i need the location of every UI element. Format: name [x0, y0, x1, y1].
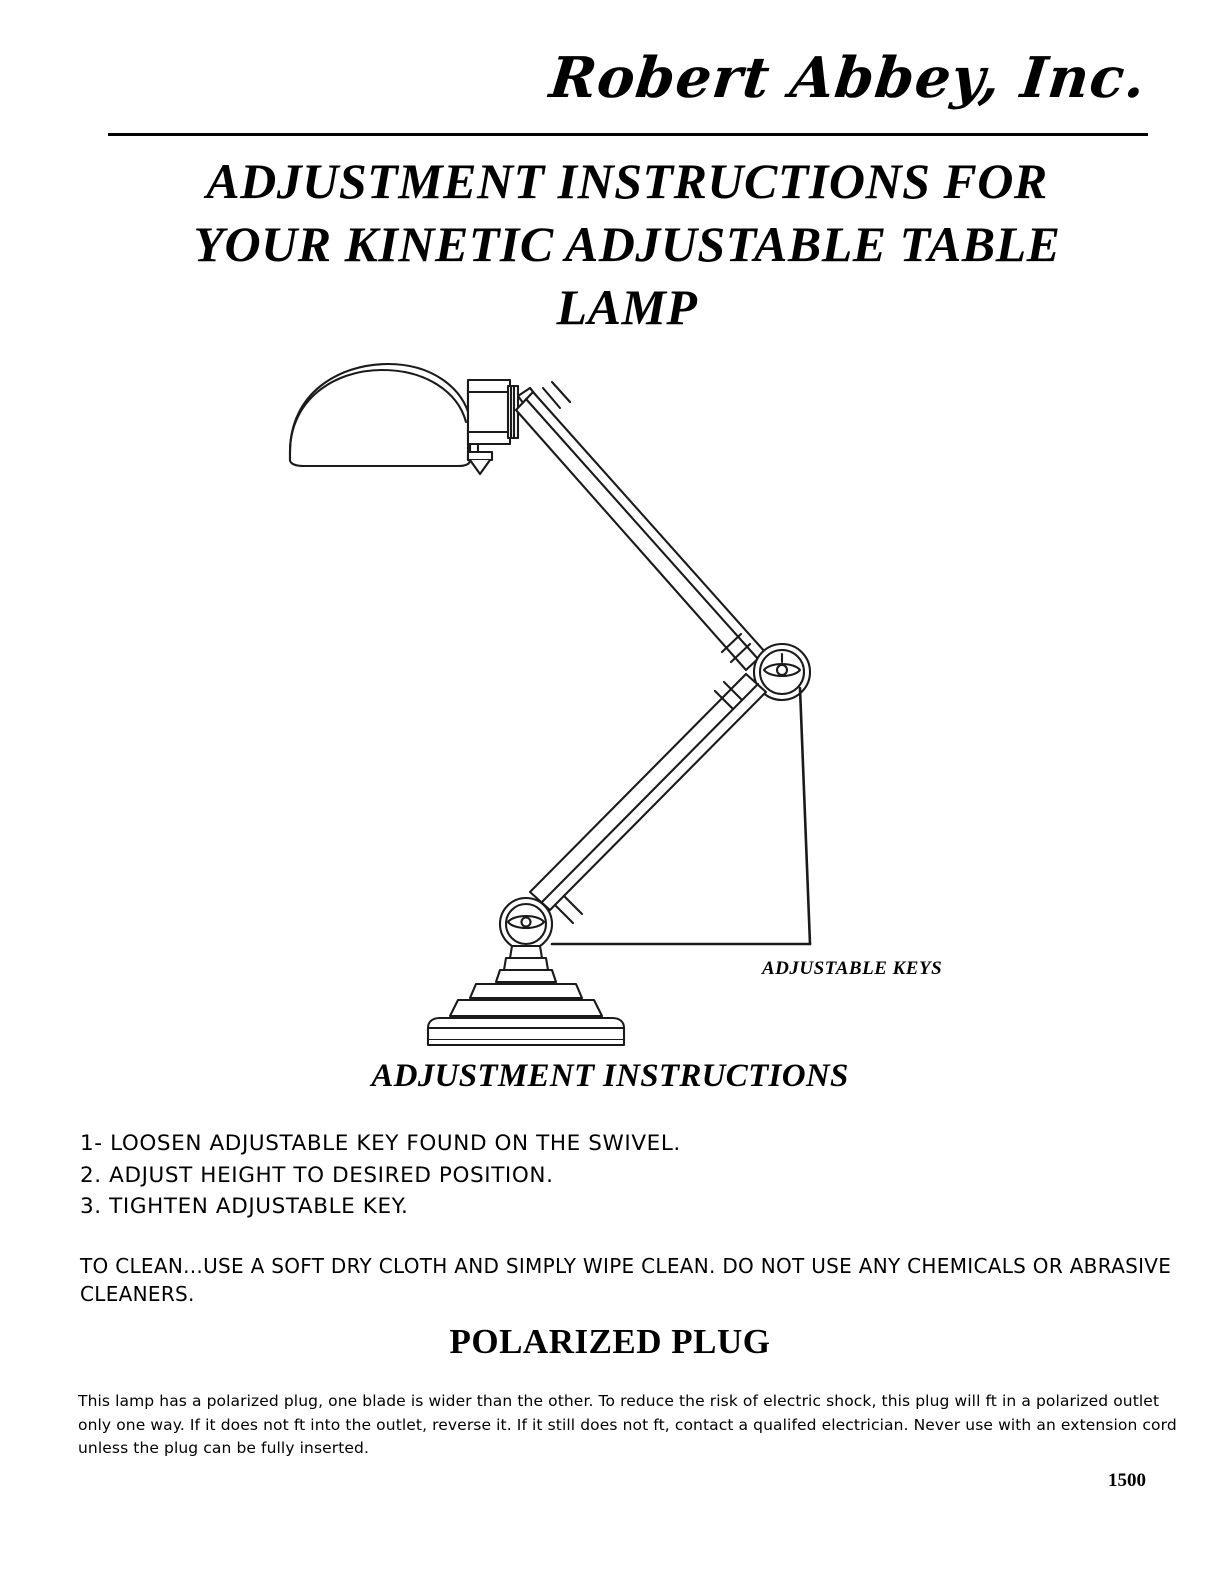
- lamp-illustration-svg: [230, 352, 1010, 1052]
- page-title: [107, 150, 1147, 339]
- list-item: 2. ADJUST HEIGHT TO DESIRED POSITION.: [80, 1162, 554, 1188]
- header-divider: [108, 133, 1148, 136]
- page-title-line-2: YOUR KINETIC ADJUSTABLE TABLE: [193, 216, 1061, 272]
- adjustable-keys-callout-label: ADJUSTABLE KEYS: [762, 958, 943, 979]
- document-number: 1500: [1108, 1470, 1146, 1491]
- lamp-diagram: [230, 352, 1010, 1052]
- polarized-plug-heading: POLARIZED PLUG: [449, 1322, 771, 1361]
- adjustment-instructions-heading: ADJUSTMENT INSTRUCTIONS: [371, 1058, 849, 1094]
- polarized-plug-paragraph: This lamp has a polarized plug, one blade is wider than the other. To reduce the risk of electric shock, this plug will ft in a polarized outlet only one way. If it does not ft into the outlet, reverse it. If it still does not ft, contact a qualifed electrician. Never use with an extension cord unless the plug can be fully inserted.: [78, 1392, 1177, 1458]
- page-title-line-1: ADJUSTMENT INSTRUCTIONS FOR: [206, 153, 1048, 209]
- cleaning-note: TO CLEAN...USE A SOFT DRY CLOTH AND SIMPLY WIPE CLEAN. DO NOT USE ANY CHEMICALS OR ABRASIVE CLEANERS.: [80, 1254, 1172, 1307]
- adjustment-steps-list: [80, 1128, 1180, 1223]
- list-item: 3. TIGHTEN ADJUSTABLE KEY.: [80, 1194, 409, 1220]
- list-item: 1- LOOSEN ADJUSTABLE KEY FOUND ON THE SWIVEL.: [80, 1131, 681, 1156]
- page-title-line-3: LAMP: [556, 279, 698, 335]
- brand-name: Robert Abbey, Inc.: [546, 45, 1150, 111]
- brand-logo: [0, 45, 1214, 111]
